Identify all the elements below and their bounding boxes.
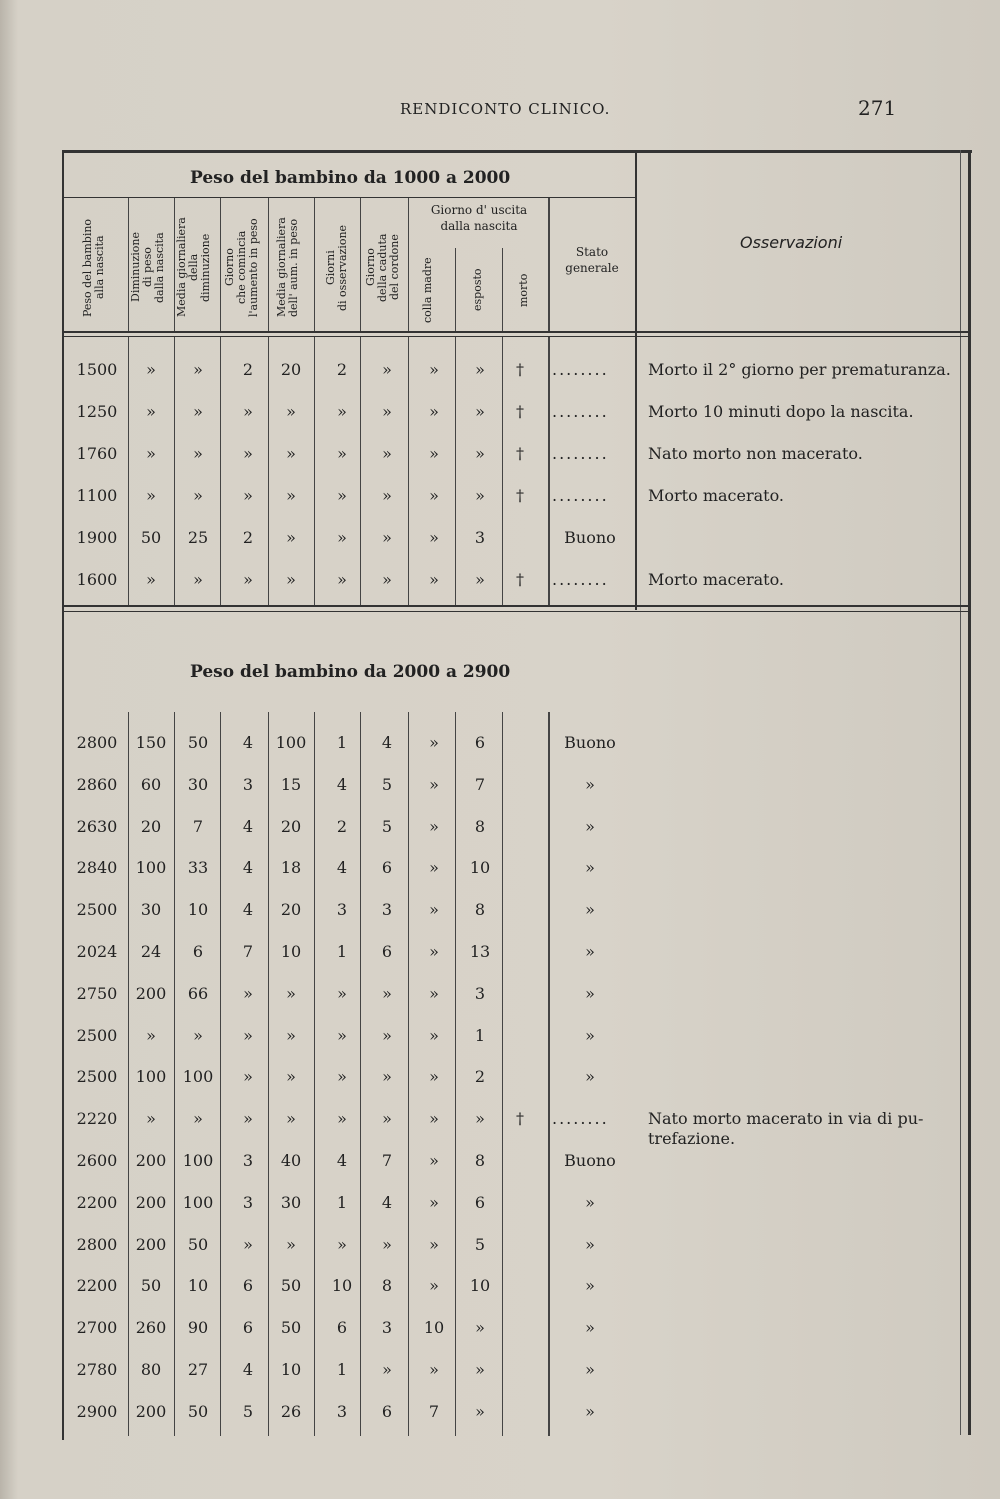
cell-giorno-aumento: 4: [242, 733, 254, 752]
cell-stato-generale: »: [585, 1360, 595, 1379]
cell-giorno-aumento: 3: [242, 1151, 254, 1170]
cell-colla-madre: »: [429, 900, 439, 920]
cell-giorni-osservazione: »: [337, 444, 347, 463]
cell-giorno-aumento: 7: [242, 942, 254, 961]
table1-bottom-rule-2: [64, 611, 968, 612]
cell-giorni-osservazione: 1: [336, 1360, 348, 1379]
cell-media-diminuzione: 66: [187, 983, 209, 1003]
running-header: RENDICONTO CLINICO.: [400, 100, 611, 118]
cell-esposto: »: [475, 1109, 485, 1129]
cell-media-diminuzione: 50: [187, 1234, 209, 1254]
cell-colla-madre: »: [429, 1360, 439, 1379]
cell-media-diminuzione: »: [193, 1109, 203, 1129]
cell-media-aumento: 20: [280, 900, 302, 920]
header-morto: morto: [517, 273, 530, 307]
cell-caduta-cordone: 4: [381, 1192, 393, 1212]
cell-osservazioni: Morto macerato.: [648, 570, 785, 589]
cell-giorni-osservazione: 1: [336, 733, 348, 752]
cell-giorno-aumento: 2: [242, 528, 254, 547]
cell-colla-madre: »: [429, 1192, 439, 1212]
cell-media-aumento: 30: [280, 1192, 302, 1212]
cell-esposto: 1: [474, 1025, 486, 1045]
cell-media-aumento: »: [286, 1109, 296, 1129]
title-underline: [64, 197, 636, 198]
column-rule: [548, 712, 550, 1436]
cell-media-aumento: »: [286, 983, 296, 1003]
cell-peso: 1760: [76, 444, 118, 463]
cell-morto: †: [516, 570, 524, 589]
cell-giorni-osservazione: »: [337, 1109, 347, 1129]
cell-peso: 2600: [76, 1151, 118, 1170]
cell-esposto: 10: [469, 858, 491, 878]
cell-esposto: »: [475, 360, 485, 379]
header-diminuzione: Diminuzione di peso dalla nascita: [129, 232, 166, 303]
cell-peso: 2200: [76, 1276, 118, 1296]
cell-giorno-aumento: »: [243, 1234, 253, 1254]
header-rule: [408, 198, 409, 333]
cell-stato-generale: »: [585, 1318, 595, 1338]
cell-esposto: 8: [474, 816, 486, 836]
header-rule: [502, 248, 503, 333]
cell-media-diminuzione: 50: [187, 733, 209, 752]
section-title-2000-2900: Peso del bambino da 2000 a 2900: [190, 662, 511, 682]
cell-diminuzione: 200: [135, 983, 167, 1003]
cell-media-diminuzione: »: [193, 402, 203, 421]
cell-colla-madre: »: [429, 1025, 439, 1045]
page-number: 271: [858, 96, 897, 120]
cell-diminuzione: »: [146, 1109, 156, 1129]
cell-colla-madre: »: [429, 528, 439, 547]
cell-stato-generale: Buono: [564, 733, 616, 752]
cell-caduta-cordone: 4: [381, 733, 393, 752]
cell-colla-madre: »: [429, 774, 439, 794]
cell-media-aumento: »: [286, 486, 296, 505]
cell-morto: †: [516, 402, 524, 421]
cell-caduta-cordone: 6: [381, 858, 393, 878]
header-rule: [268, 198, 269, 333]
cell-giorno-aumento: »: [243, 1109, 253, 1129]
cell-diminuzione: 50: [140, 1276, 162, 1296]
cell-media-diminuzione: 100: [182, 1067, 214, 1087]
cell-colla-madre: »: [429, 570, 439, 589]
cell-caduta-cordone: »: [382, 402, 392, 421]
cell-peso: 2900: [76, 1401, 118, 1421]
cell-giorni-osservazione: 10: [331, 1276, 353, 1296]
cell-caduta-cordone: 5: [381, 816, 393, 836]
cell-giorni-osservazione: 3: [336, 900, 348, 920]
cell-peso: 2780: [76, 1360, 118, 1379]
cell-colla-madre: »: [429, 983, 439, 1003]
cell-media-diminuzione: »: [193, 360, 203, 379]
cell-diminuzione: 150: [135, 733, 167, 752]
header-giorno-aumento: Giorno che comincia l'aumento in peso: [223, 218, 260, 317]
cell-colla-madre: »: [429, 1276, 439, 1296]
cell-media-diminuzione: »: [193, 570, 203, 589]
cell-morto: †: [516, 1109, 524, 1129]
header-rule: [220, 198, 221, 333]
cell-giorno-aumento: »: [243, 1025, 253, 1045]
cell-stato-generale: »: [585, 1401, 595, 1421]
table-right-inner-rule: [960, 150, 961, 1435]
cell-media-aumento: »: [286, 570, 296, 589]
cell-giorno-aumento: 2: [242, 360, 254, 379]
cell-colla-madre: »: [429, 858, 439, 878]
cell-colla-madre: »: [429, 1067, 439, 1087]
cell-giorno-aumento: »: [243, 570, 253, 589]
cell-stato-generale: Buono: [564, 1151, 616, 1170]
cell-media-aumento: 15: [280, 774, 302, 794]
cell-caduta-cordone: »: [382, 983, 392, 1003]
cell-colla-madre: »: [429, 486, 439, 505]
cell-peso: 2500: [76, 1067, 118, 1087]
cell-media-diminuzione: 90: [187, 1318, 209, 1338]
cell-peso: 2500: [76, 1025, 118, 1045]
cell-giorni-osservazione: »: [337, 486, 347, 505]
cell-giorno-aumento: »: [243, 402, 253, 421]
cell-media-diminuzione: 10: [187, 900, 209, 920]
cell-esposto: »: [475, 570, 485, 589]
cell-media-diminuzione: »: [193, 444, 203, 463]
cell-giorni-osservazione: 2: [336, 360, 348, 379]
cell-stato-generale: ........: [552, 1109, 609, 1129]
header-media-diminuzione: Media giornaliera della diminuzione: [175, 217, 212, 318]
cell-giorno-aumento: 6: [242, 1318, 254, 1338]
cell-esposto: 7: [474, 774, 486, 794]
cell-esposto: 6: [474, 733, 486, 752]
cell-media-diminuzione: 30: [187, 774, 209, 794]
cell-colla-madre: »: [429, 816, 439, 836]
cell-osservazioni: Morto il 2° giorno per prematuranza.: [648, 360, 951, 379]
cell-caduta-cordone: »: [382, 528, 392, 547]
cell-caduta-cordone: »: [382, 1067, 392, 1087]
cell-peso: 2800: [76, 1234, 118, 1254]
cell-media-aumento: 50: [280, 1318, 302, 1338]
cell-peso: 2200: [76, 1192, 118, 1212]
header-bottom-rule: [64, 331, 968, 333]
cell-caduta-cordone: »: [382, 1360, 392, 1379]
cell-colla-madre: »: [429, 1151, 439, 1170]
section-title-1000-2000: Peso del bambino da 1000 a 2000: [190, 168, 511, 188]
cell-giorni-osservazione: 4: [336, 774, 348, 794]
cell-diminuzione: 200: [135, 1151, 167, 1170]
cell-stato-generale: ........: [552, 402, 609, 421]
cell-stato-generale: »: [585, 1067, 595, 1087]
cell-giorni-osservazione: »: [337, 983, 347, 1003]
cell-diminuzione: »: [146, 402, 156, 421]
cell-media-aumento: 100: [275, 733, 307, 752]
cell-stato-generale: ........: [552, 570, 609, 589]
cell-media-aumento: »: [286, 444, 296, 463]
header-colla-madre: colla madre: [421, 257, 434, 323]
cell-stato-generale: »: [585, 1276, 595, 1296]
cell-media-aumento: 50: [280, 1276, 302, 1296]
cell-giorni-osservazione: »: [337, 528, 347, 547]
cell-giorno-aumento: 5: [242, 1401, 254, 1421]
cell-media-diminuzione: 10: [187, 1276, 209, 1296]
header-stato-generale: Stato generale: [565, 245, 619, 275]
cell-media-aumento: 20: [280, 816, 302, 836]
cell-giorni-osservazione: »: [337, 1025, 347, 1045]
cell-esposto: 3: [474, 528, 486, 547]
cell-media-diminuzione: 100: [182, 1151, 214, 1170]
table1-bottom-rule: [64, 605, 968, 607]
cell-peso: 2800: [76, 733, 118, 752]
observations-column-rule: [635, 150, 637, 610]
cell-stato-generale: Buono: [564, 528, 616, 547]
cell-giorno-aumento: »: [243, 1067, 253, 1087]
cell-caduta-cordone: 3: [381, 900, 393, 920]
cell-colla-madre: »: [429, 942, 439, 961]
cell-media-diminuzione: 6: [192, 942, 204, 961]
cell-osservazioni: Nato morto macerato in via di pu- trefazione.: [648, 1109, 924, 1149]
cell-esposto: 13: [469, 942, 491, 961]
cell-giorni-osservazione: 1: [336, 942, 348, 961]
cell-media-aumento: 26: [280, 1401, 302, 1421]
cell-morto: †: [516, 486, 524, 505]
cell-giorni-osservazione: »: [337, 1234, 347, 1254]
cell-media-diminuzione: 7: [192, 816, 204, 836]
cell-caduta-cordone: 7: [381, 1151, 393, 1170]
cell-esposto: »: [475, 444, 485, 463]
cell-peso: 1900: [76, 528, 118, 547]
cell-caduta-cordone: 6: [381, 942, 393, 961]
cell-giorno-aumento: 3: [242, 1192, 254, 1212]
cell-giorni-osservazione: »: [337, 570, 347, 589]
cell-stato-generale: »: [585, 1192, 595, 1212]
cell-esposto: »: [475, 486, 485, 505]
cell-media-aumento: »: [286, 1234, 296, 1254]
cell-colla-madre: »: [429, 444, 439, 463]
cell-media-diminuzione: 50: [187, 1401, 209, 1421]
cell-peso: 1600: [76, 570, 118, 589]
cell-esposto: 3: [474, 983, 486, 1003]
cell-giorno-aumento: »: [243, 486, 253, 505]
cell-osservazioni: Nato morto non macerato.: [648, 444, 863, 463]
cell-diminuzione: »: [146, 360, 156, 379]
table-right-rule: [968, 150, 971, 1435]
cell-giorno-aumento: 4: [242, 816, 254, 836]
header-rule: [360, 198, 361, 333]
cell-stato-generale: ........: [552, 444, 609, 463]
cell-caduta-cordone: »: [382, 444, 392, 463]
cell-caduta-cordone: »: [382, 486, 392, 505]
cell-peso: 1100: [76, 486, 118, 505]
cell-media-aumento: 20: [280, 360, 302, 379]
cell-caduta-cordone: »: [382, 360, 392, 379]
cell-colla-madre: »: [429, 360, 439, 379]
header-rule: [548, 198, 550, 333]
cell-diminuzione: 20: [140, 816, 162, 836]
cell-giorni-osservazione: »: [337, 402, 347, 421]
table-top-rule: [62, 150, 972, 153]
cell-esposto: »: [475, 1318, 485, 1338]
cell-colla-madre: »: [429, 402, 439, 421]
cell-media-diminuzione: »: [193, 1025, 203, 1045]
cell-caduta-cordone: »: [382, 1234, 392, 1254]
cell-media-diminuzione: 100: [182, 1192, 214, 1212]
table-left-rule: [62, 150, 64, 1440]
cell-diminuzione: 200: [135, 1401, 167, 1421]
cell-giorno-aumento: »: [243, 983, 253, 1003]
cell-diminuzione: 100: [135, 858, 167, 878]
cell-caduta-cordone: »: [382, 1109, 392, 1129]
cell-giorno-aumento: 4: [242, 858, 254, 878]
cell-stato-generale: ........: [552, 360, 609, 379]
cell-giorno-aumento: 4: [242, 900, 254, 920]
cell-osservazioni: Morto 10 minuti dopo la nascita.: [648, 402, 914, 421]
cell-giorno-aumento: 4: [242, 1360, 254, 1379]
header-media-aumento: Media giornaliera dell' aum. in peso: [275, 217, 300, 318]
cell-diminuzione: »: [146, 570, 156, 589]
cell-peso: 2500: [76, 900, 118, 920]
cell-colla-madre: »: [429, 733, 439, 752]
cell-esposto: »: [475, 1401, 485, 1421]
cell-stato-generale: ........: [552, 486, 609, 505]
cell-giorno-aumento: »: [243, 444, 253, 463]
cell-diminuzione: 24: [140, 942, 162, 961]
cell-stato-generale: »: [585, 900, 595, 920]
cell-esposto: 8: [474, 1151, 486, 1170]
cell-peso: 2750: [76, 983, 118, 1003]
cell-media-diminuzione: 25: [187, 528, 209, 547]
cell-morto: †: [516, 360, 524, 379]
cell-media-aumento: »: [286, 528, 296, 547]
cell-giorni-osservazione: 1: [336, 1192, 348, 1212]
cell-diminuzione: »: [146, 486, 156, 505]
cell-esposto: 8: [474, 900, 486, 920]
header-caduta-cordone: Giorno della caduta del cordone: [364, 233, 401, 302]
cell-caduta-cordone: »: [382, 570, 392, 589]
header-rule: [314, 198, 315, 333]
cell-giorno-aumento: 6: [242, 1276, 254, 1296]
cell-peso: 2024: [76, 942, 118, 961]
header-osservazioni: Osservazioni: [740, 233, 843, 252]
cell-esposto: »: [475, 402, 485, 421]
cell-media-aumento: 10: [280, 1360, 302, 1379]
cell-esposto: 5: [474, 1234, 486, 1254]
cell-stato-generale: »: [585, 942, 595, 961]
cell-media-aumento: 40: [280, 1151, 302, 1170]
cell-stato-generale: »: [585, 983, 595, 1003]
cell-giorno-aumento: 3: [242, 774, 254, 794]
cell-peso: 1250: [76, 402, 118, 421]
cell-caduta-cordone: »: [382, 1025, 392, 1045]
cell-diminuzione: 50: [140, 528, 162, 547]
header-giorno-uscita: Giorno d' uscita dalla nascita: [430, 203, 528, 233]
cell-esposto: 10: [469, 1276, 491, 1296]
cell-diminuzione: »: [146, 1025, 156, 1045]
cell-diminuzione: 200: [135, 1234, 167, 1254]
cell-media-aumento: »: [286, 402, 296, 421]
header-rule: [455, 248, 456, 333]
cell-peso: 2630: [76, 816, 118, 836]
cell-giorni-osservazione: »: [337, 1067, 347, 1087]
cell-media-diminuzione: 33: [187, 858, 209, 878]
cell-osservazioni: Morto macerato.: [648, 486, 785, 505]
cell-esposto: 2: [474, 1067, 486, 1087]
cell-media-aumento: »: [286, 1025, 296, 1045]
cell-caduta-cordone: 6: [381, 1401, 393, 1421]
cell-media-aumento: »: [286, 1067, 296, 1087]
cell-media-diminuzione: 27: [187, 1360, 209, 1379]
cell-giorni-osservazione: 4: [336, 858, 348, 878]
cell-peso: 2840: [76, 858, 118, 878]
cell-morto: †: [516, 444, 524, 463]
cell-colla-madre: »: [429, 1109, 439, 1129]
cell-giorni-osservazione: 3: [336, 1401, 348, 1421]
cell-peso: 2860: [76, 774, 118, 794]
cell-esposto: 6: [474, 1192, 486, 1212]
cell-diminuzione: 60: [140, 774, 162, 794]
cell-diminuzione: 80: [140, 1360, 162, 1379]
cell-esposto: »: [475, 1360, 485, 1379]
cell-peso: 2700: [76, 1318, 118, 1338]
cell-peso: 1500: [76, 360, 118, 379]
cell-giorni-osservazione: 2: [336, 816, 348, 836]
cell-stato-generale: »: [585, 1234, 595, 1254]
cell-giorni-osservazione: 4: [336, 1151, 348, 1170]
cell-media-diminuzione: »: [193, 486, 203, 505]
cell-giorni-osservazione: 6: [336, 1318, 348, 1338]
cell-caduta-cordone: 3: [381, 1318, 393, 1338]
cell-peso: 2220: [76, 1109, 118, 1129]
cell-stato-generale: »: [585, 1025, 595, 1045]
cell-media-aumento: 18: [280, 858, 302, 878]
header-peso: Peso del bambino alla nascita: [81, 218, 106, 317]
header-giorni-osservazione: Giorni di osservazione: [324, 224, 349, 311]
cell-diminuzione: 30: [140, 900, 162, 920]
cell-diminuzione: 200: [135, 1192, 167, 1212]
cell-colla-madre: 7: [428, 1401, 440, 1421]
header-esposto: esposto: [471, 268, 484, 312]
cell-caduta-cordone: 8: [381, 1276, 393, 1296]
cell-colla-madre: 10: [423, 1318, 445, 1338]
cell-diminuzione: 100: [135, 1067, 167, 1087]
cell-stato-generale: »: [585, 774, 595, 794]
cell-stato-generale: »: [585, 858, 595, 878]
header-bottom-rule-2: [64, 336, 968, 337]
cell-diminuzione: »: [146, 444, 156, 463]
cell-caduta-cordone: 5: [381, 774, 393, 794]
cell-diminuzione: 260: [135, 1318, 167, 1338]
cell-stato-generale: »: [585, 816, 595, 836]
cell-media-aumento: 10: [280, 942, 302, 961]
cell-colla-madre: »: [429, 1234, 439, 1254]
